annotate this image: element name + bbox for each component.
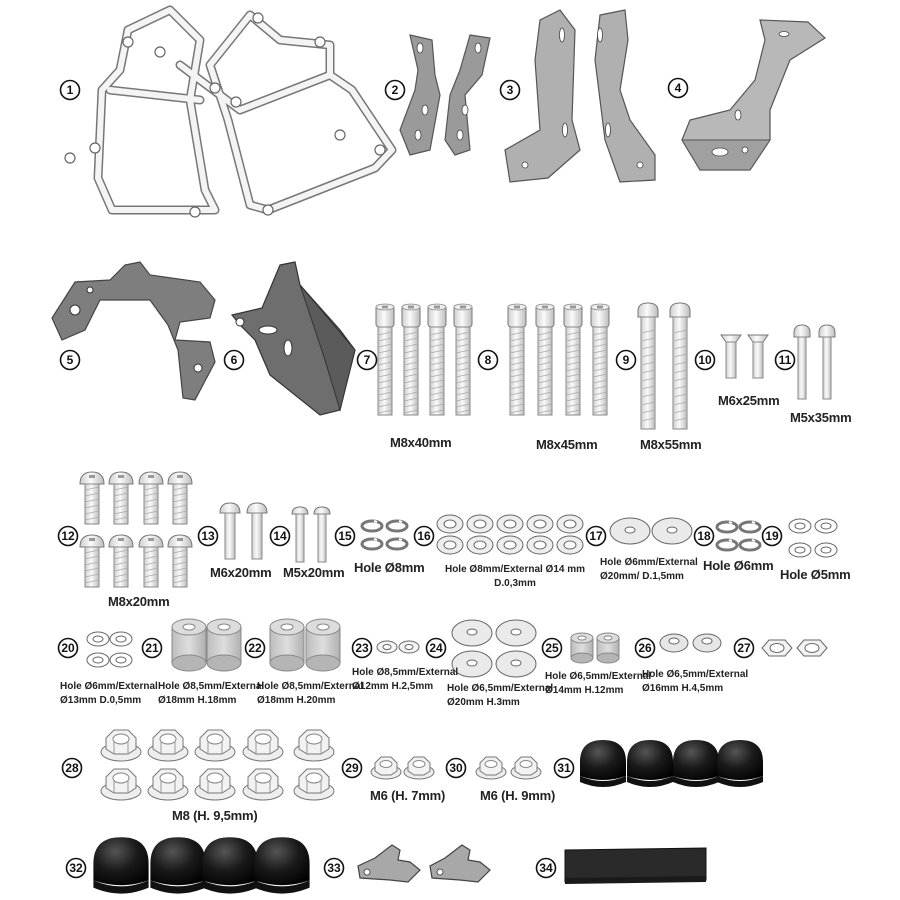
part-26-label xyxy=(642,668,748,696)
part-25-label-line2: Ø14mm H.12mm xyxy=(545,685,624,696)
part-9-label: M8x55mm xyxy=(640,437,702,452)
part-27-number-badge xyxy=(735,639,754,658)
part-13-bolts xyxy=(220,503,267,559)
part-12-label: M8x20mm xyxy=(108,594,170,609)
part-18-number: 18 xyxy=(697,529,711,544)
part-8-bolts xyxy=(508,304,609,415)
part-12-number: 12 xyxy=(61,529,75,544)
part-1-number: 1 xyxy=(66,83,74,98)
part-31-number: 31 xyxy=(557,761,571,776)
part-16-number-badge xyxy=(415,527,434,546)
part-21-label-line1: Hole Ø8,5mm/External xyxy=(158,681,265,692)
part-33-brackets xyxy=(358,845,490,882)
part-18-number-badge xyxy=(695,527,714,546)
part-3-plates xyxy=(505,10,655,182)
part-5-bracket xyxy=(52,262,215,400)
part-27-nuts xyxy=(762,640,827,656)
part-23-number: 23 xyxy=(355,641,369,656)
part-7-label: M8x40mm xyxy=(390,435,452,450)
part-17-number-badge xyxy=(587,527,606,546)
part-5-number: 5 xyxy=(66,353,74,368)
part-8-number-badge xyxy=(479,351,498,370)
part-34-number: 34 xyxy=(539,861,553,876)
part-26-spacers xyxy=(660,634,721,652)
part-26-label-line2: Ø16mm H.4,5mm xyxy=(642,683,724,694)
part-23-label-line1: Hole Ø8,5mm/External xyxy=(352,667,459,678)
part-5-number-badge xyxy=(61,351,80,370)
part-10-number-badge xyxy=(696,351,715,370)
part-24-label-line2: Ø20mm H.3mm xyxy=(447,697,520,708)
part-22-label xyxy=(257,680,363,708)
part-20-label-line2: Ø13mm D.0,5mm xyxy=(60,695,142,706)
part-1-side-frames-fill xyxy=(98,10,392,210)
part-14-number-badge xyxy=(271,527,290,546)
part-29-nuts xyxy=(371,757,434,779)
part-4-bracket xyxy=(682,20,825,170)
part-32-caps xyxy=(93,837,309,893)
part-25-label xyxy=(545,670,651,698)
part-18-label: Hole Ø6mm xyxy=(703,558,774,573)
part-11-number: 11 xyxy=(778,353,792,368)
part-7-number-badge xyxy=(358,351,377,370)
part-9-number: 9 xyxy=(622,353,630,368)
part-34-number-badge xyxy=(537,859,556,878)
part-11-number-badge xyxy=(776,351,795,370)
part-13-label: M6x20mm xyxy=(210,565,272,580)
part-23-label xyxy=(352,666,458,694)
part-29-number: 29 xyxy=(345,761,359,776)
part-17-label xyxy=(600,556,698,584)
part-12-number-badge xyxy=(59,527,78,546)
part-24-label xyxy=(447,682,553,710)
part-20-label-line1: Hole Ø6mm/External xyxy=(60,681,158,692)
part-30-label: M6 (H. 9mm) xyxy=(480,788,556,803)
part-17-label-line2: Ø20mm/ D.1,5mm xyxy=(600,571,684,582)
part-34-strip xyxy=(565,848,706,884)
part-19-number-badge xyxy=(763,527,782,546)
part-17-washers xyxy=(610,518,692,544)
part-1-number-badge xyxy=(61,81,80,100)
part-14-bolts xyxy=(292,507,330,562)
part-4-number: 4 xyxy=(674,81,682,96)
part-2-number: 2 xyxy=(391,83,399,98)
part-6-shield xyxy=(232,262,355,415)
part-13-number-badge xyxy=(199,527,218,546)
part-24-number: 24 xyxy=(429,641,443,656)
part-19-washers xyxy=(789,519,837,557)
part-19-label: Hole Ø5mm xyxy=(780,567,851,582)
part-25-label-line1: Hole Ø6,5mm/External xyxy=(545,671,652,682)
part-23-label-line2: Ø12mm H.2,5mm xyxy=(352,681,434,692)
part-21-number: 21 xyxy=(145,641,159,656)
part-22-spacers xyxy=(270,619,340,671)
part-3-number: 3 xyxy=(506,83,514,98)
part-21-label xyxy=(158,680,264,708)
part-15-number-badge xyxy=(336,527,355,546)
part-20-number-badge xyxy=(59,639,78,658)
part-16-number: 16 xyxy=(417,529,431,544)
part-10-bolts xyxy=(721,335,768,378)
part-22-number-badge xyxy=(246,639,265,658)
part-28-label: M8 (H. 9,5mm) xyxy=(172,808,258,823)
part-17-label-line1: Hole Ø6mm/External xyxy=(600,557,698,568)
part-15-number: 15 xyxy=(338,529,352,544)
part-25-number: 25 xyxy=(545,641,559,656)
part-7-bolts xyxy=(376,304,472,415)
part-4-number-badge xyxy=(669,79,688,98)
part-22-label-line2: Ø18mm H.20mm xyxy=(257,695,336,706)
part-14-number: 14 xyxy=(273,529,287,544)
part-11-label: M5x35mm xyxy=(790,410,852,425)
part-18-spring-washers xyxy=(717,522,760,550)
part-16-label-line1: Hole Ø8mm/External Ø14 mm xyxy=(444,564,586,575)
part-15-spring-washers xyxy=(362,521,407,549)
part-16-label-line2: D.0,3mm xyxy=(494,578,536,589)
part-26-number-badge xyxy=(636,639,655,658)
part-30-number-badge xyxy=(447,759,466,778)
part-24-number-badge xyxy=(427,639,446,658)
part-23-number-badge xyxy=(353,639,372,658)
part-33-number-badge xyxy=(325,859,344,878)
part-25-spacers xyxy=(571,633,619,663)
part-16-label xyxy=(440,563,590,591)
part-32-number: 32 xyxy=(69,861,83,876)
part-21-number-badge xyxy=(143,639,162,658)
part-23-washers xyxy=(377,641,419,653)
part-8-number: 8 xyxy=(484,353,492,368)
part-24-washers xyxy=(452,620,536,677)
part-10-number: 10 xyxy=(698,353,712,368)
part-22-number: 22 xyxy=(248,641,262,656)
part-7-number: 7 xyxy=(363,353,371,368)
part-32-number-badge xyxy=(67,859,86,878)
part-28-number: 28 xyxy=(65,761,79,776)
part-22-label-line1: Hole Ø8,5mm/External xyxy=(257,681,364,692)
part-12-bolts xyxy=(80,472,192,587)
part-20-number: 20 xyxy=(61,641,75,656)
part-19-number: 19 xyxy=(765,529,779,544)
part-31-caps xyxy=(580,740,763,787)
part-33-number: 33 xyxy=(327,861,341,876)
part-2-number-badge xyxy=(386,81,405,100)
part-17-number: 17 xyxy=(589,529,603,544)
part-6-number-badge xyxy=(225,351,244,370)
part-29-number-badge xyxy=(343,759,362,778)
part-28-flange-nuts xyxy=(101,730,334,800)
part-15-label: Hole Ø8mm xyxy=(354,560,425,575)
part-6-number: 6 xyxy=(230,353,238,368)
part-16-washers xyxy=(437,515,583,554)
part-30-nuts xyxy=(476,757,541,779)
part-21-spacers xyxy=(172,619,241,671)
part-9-bolts xyxy=(638,303,690,429)
part-9-number-badge xyxy=(617,351,636,370)
part-26-number: 26 xyxy=(638,641,652,656)
part-8-label: M8x45mm xyxy=(536,437,598,452)
part-30-number: 30 xyxy=(449,761,463,776)
part-27-number: 27 xyxy=(737,641,751,656)
part-31-number-badge xyxy=(555,759,574,778)
part-29-label: M6 (H. 7mm) xyxy=(370,788,446,803)
part-28-number-badge xyxy=(63,759,82,778)
part-11-bolts xyxy=(794,325,835,399)
part-10-label: M6x25mm xyxy=(718,393,780,408)
part-13-number: 13 xyxy=(201,529,215,544)
part-20-label xyxy=(60,680,158,708)
part-14-label: M5x20mm xyxy=(283,565,345,580)
part-21-label-line2: Ø18mm H.18mm xyxy=(158,695,237,706)
part-3-number-badge xyxy=(501,81,520,100)
part-24-label-line1: Hole Ø6,5mm/External xyxy=(447,683,554,694)
part-20-washers xyxy=(87,632,132,667)
part-26-label-line1: Hole Ø6,5mm/External xyxy=(642,669,749,680)
part-25-number-badge xyxy=(543,639,562,658)
